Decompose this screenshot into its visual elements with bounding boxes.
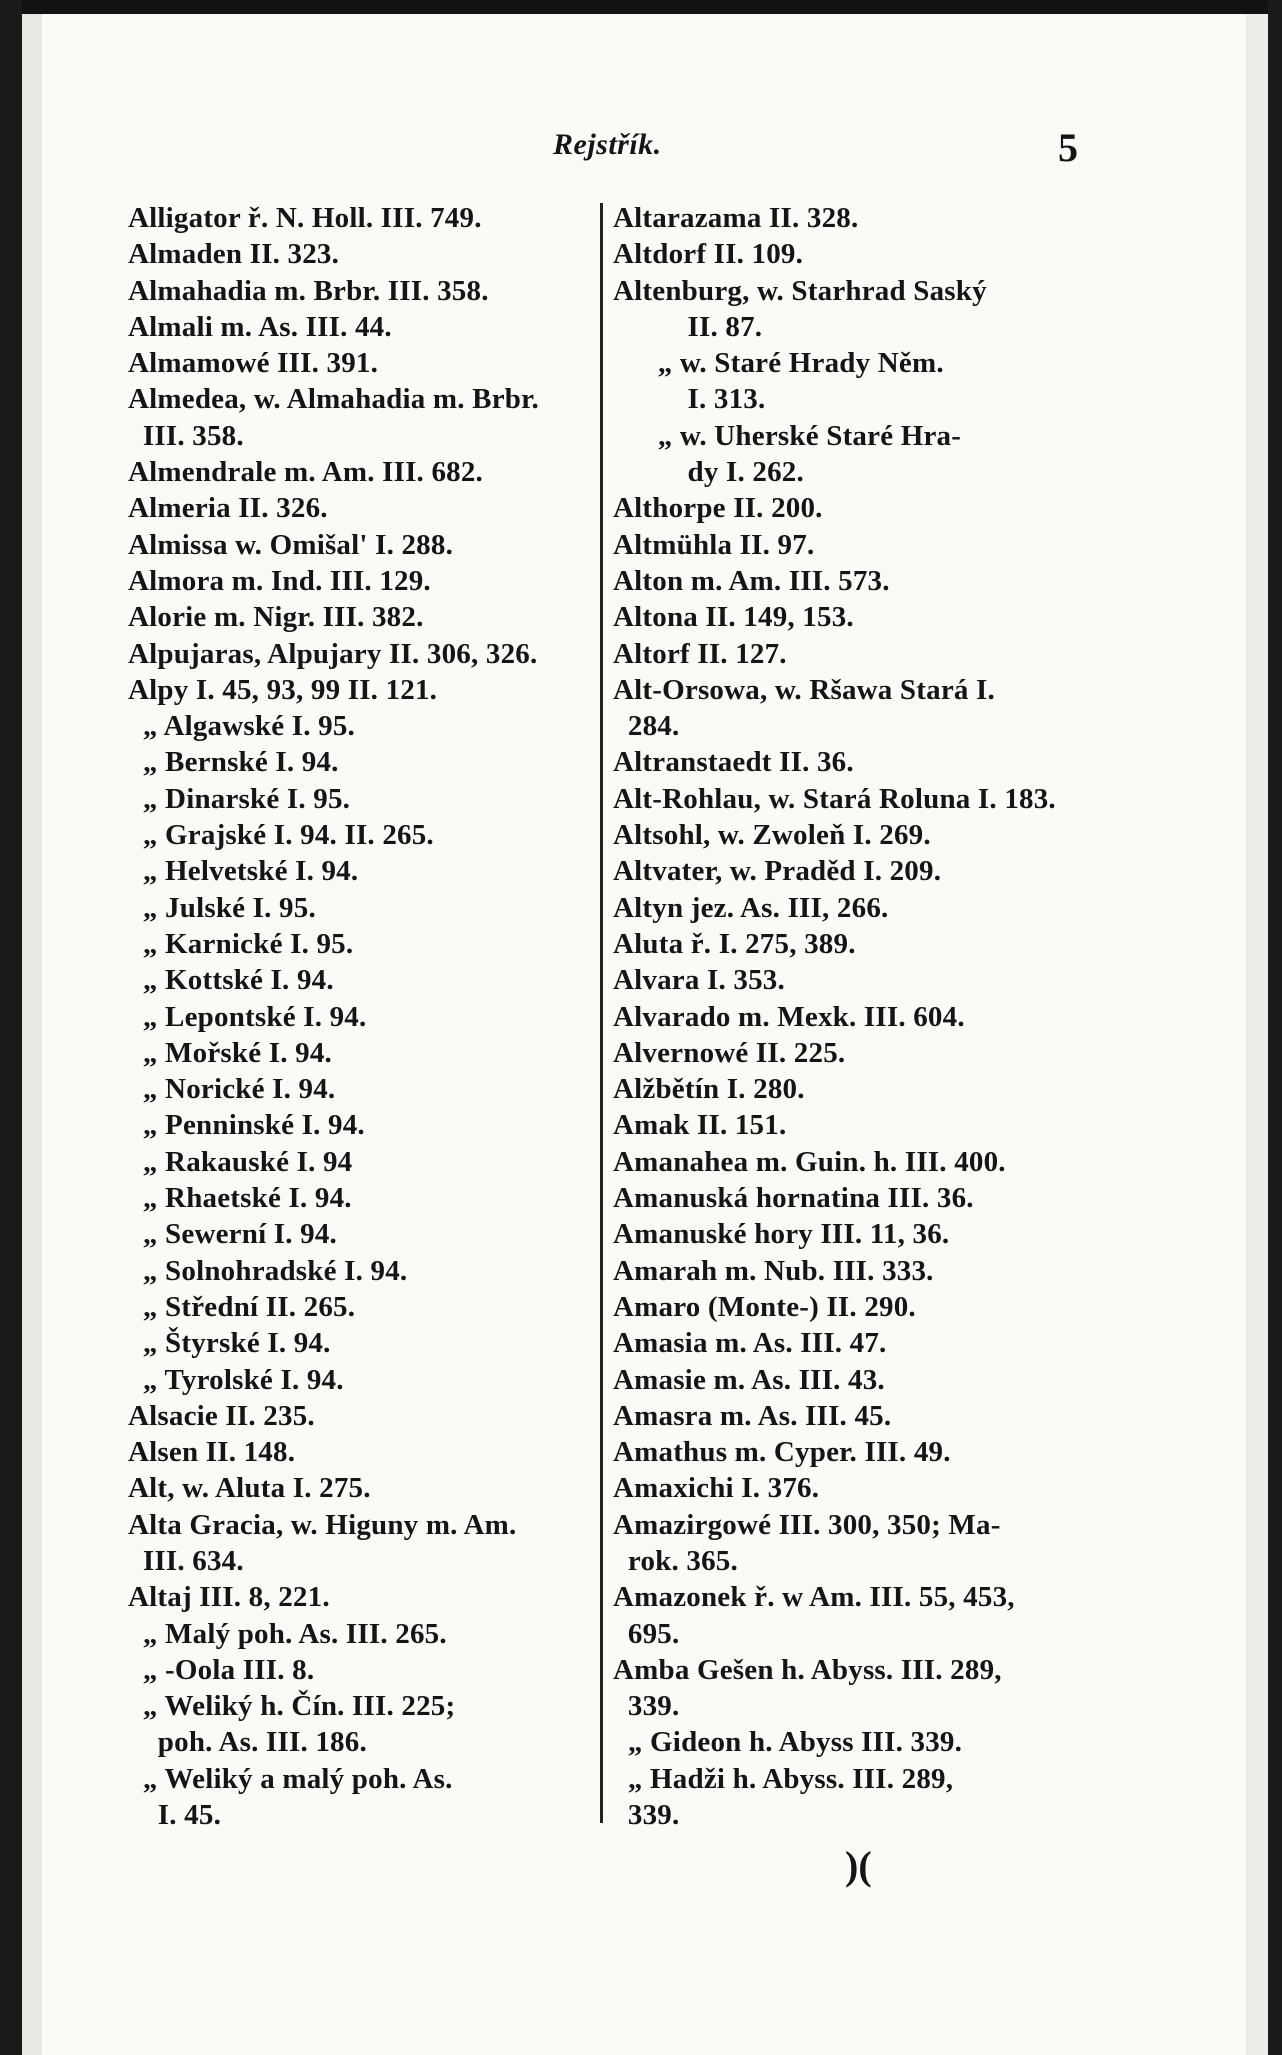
index-entry-line: Alvarado m. Mexk. III. 604.	[613, 1000, 965, 1033]
index-entry-line: Amanahea m. Guin. h. III. 400.	[613, 1145, 1006, 1178]
index-entry-line: Alvernowé II. 225.	[613, 1036, 846, 1069]
index-entry-line: Alt, w. Aluta I. 275.	[128, 1472, 371, 1505]
index-entry-line: Almora m. Ind. III. 129.	[128, 564, 431, 597]
index-entry-line: poh. As. III. 186.	[128, 1726, 367, 1759]
index-entry-line: „ Tyrolské I. 94.	[128, 1363, 344, 1396]
index-entry-line: Almendrale m. Am. III. 682.	[128, 456, 483, 489]
index-entry-line: Amasra m. As. III. 45.	[613, 1399, 892, 1432]
index-entry-line: „ Gideon h. Abyss III. 339.	[613, 1726, 963, 1759]
index-entry-line: Alvara I. 353.	[613, 964, 785, 997]
index-entry-line: Altenburg, w. Starhrad Saský	[613, 274, 987, 307]
index-entry-line: Aluta ř. I. 275, 389.	[613, 927, 856, 960]
index-entry-line: I. 45.	[128, 1799, 222, 1832]
index-entry-line: Alorie m. Nigr. III. 382.	[128, 601, 424, 634]
end-ornament: )(	[845, 1843, 872, 1888]
index-entry-line: „ Hadži h. Abyss. III. 289,	[613, 1762, 954, 1795]
index-entry-line: Amasia m. As. III. 47.	[613, 1327, 887, 1360]
index-entry-line: „ Bernské I. 94.	[128, 746, 339, 779]
index-entry-line: Amathus m. Cyper. III. 49.	[613, 1436, 951, 1469]
index-entry-line: „ Weliký h. Čín. III. 225;	[128, 1690, 456, 1723]
index-entry-line: „ Algawské I. 95.	[128, 710, 355, 743]
index-entry-line: II. 87.	[613, 310, 763, 343]
index-entry-line: Almali m. As. III. 44.	[128, 310, 392, 343]
index-entry-line: „ Sewerní I. 94.	[128, 1218, 338, 1251]
index-entry-line: Altranstaedt II. 36.	[613, 746, 854, 779]
index-entry-line: Altvater, w. Praděd I. 209.	[613, 855, 942, 888]
index-entry-line: Alsen II. 148.	[128, 1436, 296, 1469]
index-entry-line: Altona II. 149, 153.	[613, 601, 854, 634]
index-entry-line: Amazirgowé III. 300, 350; Ma-	[613, 1508, 1001, 1541]
index-entry-line: Almamowé III. 391.	[128, 347, 379, 380]
index-entry-line: Almissa w. Omišal' I. 288.	[128, 528, 454, 561]
index-entry-line: Alton m. Am. III. 573.	[613, 564, 890, 597]
running-title: Rejstřík.	[553, 128, 662, 161]
index-column-left	[128, 200, 608, 1833]
index-entry-line: Altmühla II. 97.	[613, 528, 815, 561]
index-entry-line: Amanuské hory III. 11, 36.	[613, 1218, 950, 1251]
index-entry-line: „ Mořské I. 94.	[128, 1036, 332, 1069]
index-entry-line: dy I. 262.	[613, 456, 804, 489]
index-entry-line: Amak II. 151.	[613, 1109, 787, 1142]
index-column-right	[613, 200, 1093, 1833]
index-entry-line: Amaro (Monte-) II. 290.	[613, 1290, 916, 1323]
index-entry-line: Amanuská hornatina III. 36.	[613, 1182, 974, 1215]
index-entry-line: Almaden II. 323.	[128, 238, 340, 271]
index-entry-line: Alpy I. 45, 93, 99 II. 121.	[128, 673, 438, 706]
page-gutter-shadow	[22, 14, 42, 2055]
index-entry-line: Althorpe II. 200.	[613, 492, 823, 525]
index-entry-line: Altsohl, w. Zwoleň I. 269.	[613, 819, 931, 852]
scan-left-edge	[0, 0, 22, 2055]
column-divider	[600, 203, 603, 1823]
index-entry-line: Alpujaras, Alpujary II. 306, 326.	[128, 637, 538, 670]
index-entry-line: „ Rakauské I. 94	[128, 1145, 353, 1178]
index-entry-line: „ Penninské I. 94.	[128, 1109, 365, 1142]
index-entry-line: Amba Gešen h. Abyss. III. 289,	[613, 1653, 1002, 1686]
index-entry-line: „ Helvetské I. 94.	[128, 855, 359, 888]
index-entry-line: III. 358.	[128, 419, 244, 452]
index-entry-line: Alt-Orsowa, w. Ršawa Stará I.	[613, 673, 995, 706]
index-entry-line: rok. 365.	[613, 1544, 738, 1577]
index-entry-line: Amazonek ř. w Am. III. 55, 453,	[613, 1581, 1015, 1614]
page-right-margin-shadow	[1246, 14, 1268, 2055]
scan-top-edge	[0, 0, 1282, 14]
index-entry-line: „ Střední II. 265.	[128, 1290, 356, 1323]
index-entry-line: I. 313.	[613, 383, 766, 416]
index-entry-line: „ Norické I. 94.	[128, 1073, 336, 1106]
index-entry-line: Altarazama II. 328.	[613, 202, 859, 234]
page-number: 5	[1058, 125, 1078, 170]
page-header	[0, 125, 1282, 178]
index-entry-line: Amaxichi I. 376.	[613, 1472, 820, 1505]
index-entry-line: Amasie m. As. III. 43.	[613, 1363, 885, 1396]
index-entry-line: „ Kottské I. 94.	[128, 964, 334, 997]
index-entry-line: „ Karnické I. 95.	[128, 927, 354, 960]
index-entry-line: 695.	[613, 1617, 680, 1650]
index-entry-line: 339.	[613, 1690, 680, 1723]
index-entry-line: „ w. Staré Hrady Něm.	[613, 347, 944, 380]
index-entry-line: III. 634.	[128, 1544, 244, 1577]
index-entry-line: Amarah m. Nub. III. 333.	[613, 1254, 934, 1287]
index-entry-line: „ Julské I. 95.	[128, 891, 316, 924]
index-entry-line: Alligator ř. N. Holl. III. 749.	[128, 202, 482, 234]
index-entry-line: „ Rhaetské I. 94.	[128, 1182, 352, 1215]
index-entry-line: Almeria II. 326.	[128, 492, 328, 525]
index-entry-line: 284.	[613, 710, 680, 743]
index-entry-line: Altdorf II. 109.	[613, 238, 804, 271]
index-entry-line: Almahadia m. Brbr. III. 358.	[128, 274, 489, 307]
scan-right-edge	[1268, 0, 1282, 2055]
index-entry-line: „ Lepontské I. 94.	[128, 1000, 367, 1033]
index-entry-line: „ -Oola III. 8.	[128, 1653, 315, 1686]
index-entry-line: „ Solnohradské I. 94.	[128, 1254, 408, 1287]
index-entry-line: „ Grajské I. 94. II. 265.	[128, 819, 434, 852]
index-entry-line: Altorf II. 127.	[613, 637, 787, 670]
index-entry-line: „ w. Uherské Staré Hra-	[613, 419, 962, 452]
index-entry-line: Alta Gracia, w. Higuny m. Am.	[128, 1508, 517, 1541]
index-entry-line: „ Dinarské I. 95.	[128, 782, 351, 815]
index-entry-line: Alžbětín I. 280.	[613, 1073, 805, 1106]
index-entry-line: Altyn jez. As. III, 266.	[613, 891, 889, 924]
index-entry-line: 339.	[613, 1799, 680, 1832]
index-entry-line: Alsacie II. 235.	[128, 1399, 315, 1432]
index-entry-line: „ Štyrské I. 94.	[128, 1327, 331, 1360]
index-entry-line: Alt-Rohlau, w. Stará Roluna I. 183.	[613, 782, 1056, 815]
index-entry-line: Almedea, w. Almahadia m. Brbr.	[128, 383, 539, 416]
index-entry-line: „ Weliký a malý poh. As.	[128, 1762, 453, 1795]
index-entry-line: Altaj III. 8, 221.	[128, 1581, 330, 1614]
index-entry-line: „ Malý poh. As. III. 265.	[128, 1617, 447, 1650]
